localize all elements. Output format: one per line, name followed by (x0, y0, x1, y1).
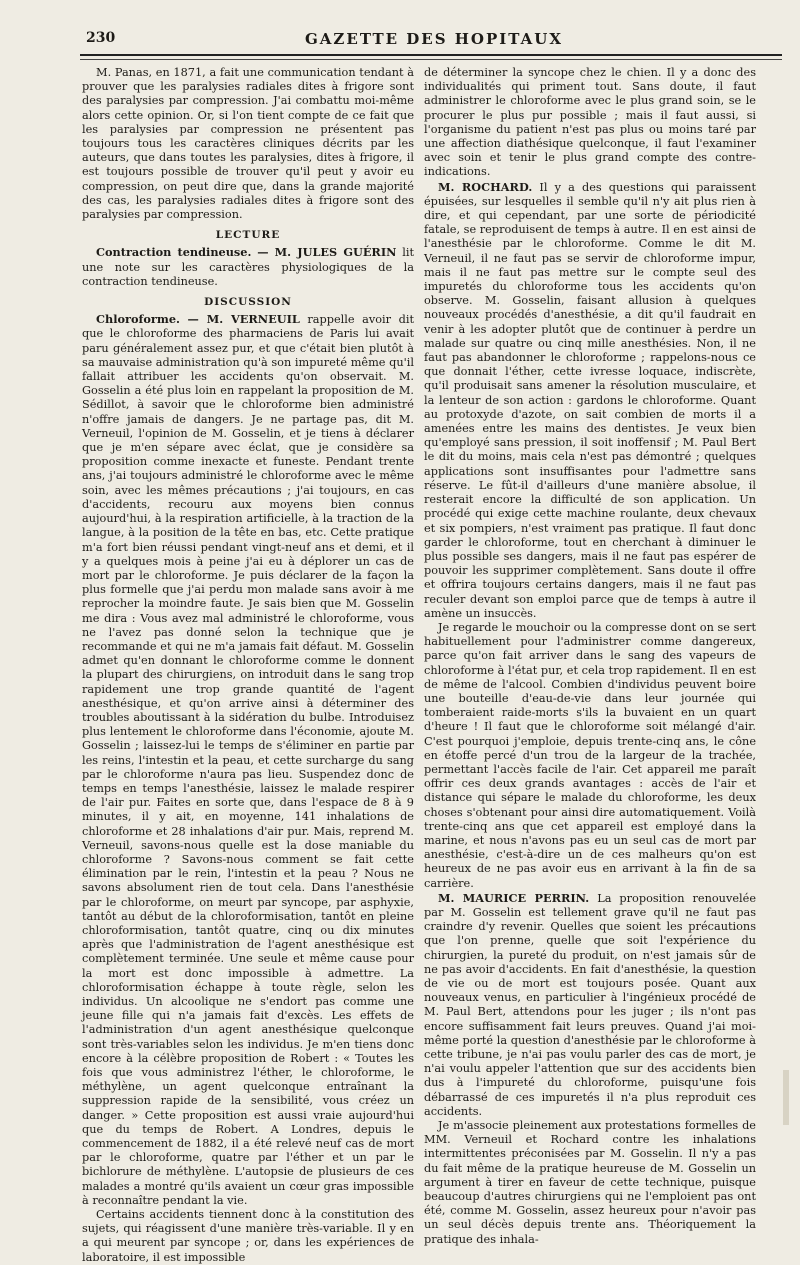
paragraph (424, 180, 756, 621)
header-rule-thick (80, 54, 782, 56)
speaker-name: — M. JULES GUÉRIN (257, 245, 397, 260)
section-heading-discussion: DISCUSSION (204, 296, 292, 309)
speaker-name: M. MAURICE PERRIN. (438, 890, 590, 905)
paragraph-text: Il y a des questions qui paraissent épuisées, sur lesquelles il semble qu'il n'y ait plus rien à dire, et qui cependant, par une sorte de périodicité fatale, se reproduisent de temps à autre. Il en est ainsi de l'anesthésie par le chloroforme. Comme le dit M. Verneuil, il ne faut pas se servir de chloroforme impur, mais il ne faut pas mettre sur le compte seul des impuretés du chloroforme tous les accidents qu'on observe. M. Gosselin, faisant allusion à quelques nouveaux procédés d'anesthésie, a dit qu'il faudrait en venir à les adopter plutôt que de continuer à perdre un malade sur quatre ou cinq mille anesthésies. Non, il ne faut pas abandonner le chloroforme ; rappelons-nous ce que donnait l'éther, cette ivresse loquace, indiscrète, qu'il produisait sans amener la résolution musculaire, et la lenteur de son action : gardons le chloroforme. Quant au protoxyde d'azote, on sait combien de morts il a amenées entre les mains des dentistes. Je veux bien qu'employé sans pression, il soit inoffensif ; M. Paul Bert le dit du moins, mais cela n'est pas démontré ; quelques applications sont insuffisantes pour l'admettre sans réserve. Le fût-il d'ailleurs d'une manière absolue, il resterait encore la difficulté de son application. Un procédé qui exige cette machine roulante, deux chevaux et six pompiers, n'est vraiment pas pratique. Il faut donc garder le chloroforme, tout en cherchant à diminuer le plus possible ses dangers, mais il ne faut pas espérer de pouvoir les supprimer complètement. Sans doute il offre et offrira toujours certains dangers, mais il ne faut pas reculer devant son emploi parce que de temps à autre il amène un insuccès. (424, 180, 756, 620)
paragraph-text: rappelle avoir dit que le chloroforme des pharmaciens de Paris lui avait paru généralement assez pur, et que c'était bien plutôt à sa mauvaise administration qu'à son impureté même qu'il fallait attribuer les accidents qu'on observait. M. Gosselin a été plus loin en rappelant la proposition de M. Sédillot, à savoir que le chloroforme bien administré n'offre jamais de dangers. Je ne partage pas, dit M. Verneuil, l'opinion de M. Gosselin, et je tiens à déclarer que je m'en sépare avec éclat, que je considère sa proposition comme inexacte et funeste. Pendant trente ans, j'ai toujours administré le chloroforme avec le même soin, avec les mêmes précautions ; j'ai toujours, en cas d'accidents, recouru aux moyens bien connus aujourd'hui, à la respiration artificielle, à la traction de la langue, à la position de la tête en bas, etc. Cette pratique m'a fort bien réussi pendant vingt-neuf ans et demi, et il y a quelques mois à peine j'ai eu à déplorer un cas de mort par le chloroforme. Je puis déclarer de la façon la plus formelle que j'ai perdu mon malade sans avoir à me reprocher la moindre faute. Je sais bien que M. Gosselin me dira : Vous avez mal administré le chloroforme, vous ne l'avez pas donné selon la technique que je recommande et qui ne m'a jamais fait défaut. M. Gosselin admet qu'en donnant le chloroforme comme le donnent la plupart des chirurgiens, on introduit dans le sang trop rapidement une trop grande quantité de l'agent anesthésique, et qu'on arrive ainsi à déterminer des troubles aboutissant à la sidération du bulbe. Introduisez plus lentement le chloroforme dans l'économie, ajoute M. Gosselin ; laissez-lui le temps de s'éliminer en partie par les reins, l'intestin et la peau, et cette surcharge du sang par le chloroforme n'aura pas lieu. Suspendez donc de temps en temps l'anesthésie, laissez le malade respirer de l'air pur. Faites en sorte que, dans l'espace de 8 à 9 minutes, il y ait, en moyenne, 141 inhalations de chloroforme et 28 inhalations d'air pur. Mais, reprend M. Verneuil, savons-nous quelle est la dose maniable du chloroforme ? Savons-nous comment se fait cette élimination par le rein, l'intestin et la peau ? Nous ne savons absolument rien de tout cela. Dans l'anesthésie par le chloroforme, on meurt par syncope, par asphyxie, tantôt au début de la chloroformisation, tantôt en pleine chloroformisation, tantôt quatre, cinq ou dix minutes après que l'administration de l'agent anesthésique est complètement terminée. Une seule et même cause pour la mort est donc impossible à admettre. La chloroformisation échappe à toute règle, selon les individus. Un alcoolique ne s'endort pas comme une jeune fille qui n'a jamais fait d'excès. Les effets de l'administration d'un agent anesthésique quelconque sont très-variables selon les individus. Je m'en tiens donc encore à la célèbre proposition de Robert : « Toutes les fois que vous administrez l'éther, le chloroforme, le méthylène, un agent quelconque entraînant la suppression rapide de la sensibilité, vous créez un danger. » Cette proposition est aussi vraie aujourd'hui que du temps de Robert. A Londres, depuis le commencement de 1882, il a été relevé neuf cas de mort par le chloroforme, quatre par l'éther et un par le bichlorure de méthylène. L'autopsie de plusieurs de ces malades a montré qu'ils avaient un cœur gras impossible à reconnaître pendant la vie. (82, 313, 414, 1207)
paragraph-text: La proposition renouvelée par M. Gosselin est tellement grave qu'il ne faut pas craindre d'y revenir. Quelles que soient les précautions que l'on prenne, quelle que soit l'expérience du chirurgien, la pureté du produit, on n'est jamais sûr de ne pas avoir d'accidents. En fait d'anesthésie, la question de vie ou de mort est toujours posée. Quant aux nouveaux venus, en particulier à l'ingénieux procédé de M. Paul Bert, attendons pour les juger ; ils n'ont pas encore suffisamment fait leurs preuves. Quand j'ai moi-même porté la question d'anesthésie par le chloroforme à cette tribune, je n'ai pas voulu parler des cas de mort, je n'ai voulu appeler l'attention que sur des accidents bien dus à l'impureté du chloroforme, puisqu'une fois débarrassé de ces impuretés il n'a plus reproduit ces accidents. (424, 891, 756, 1118)
paragraph: Certains accidents tiennent donc à la constitution des sujets, qui réagissent d'une manière très-variable. Il y en a qui meurent par syncope ; or, dans les expériences de laboratoire, il est impossible (82, 1208, 414, 1264)
paragraph: de déterminer la syncope chez le chien. Il y a donc des individualités qui priment tout. Sans doute, il faut administrer le chloroforme avec le plus grand soin, se le procurer le plus pur possible ; mais il faut aussi, si l'organisme du patient n'est pas plus ou moins taré par une affection diathésique quelconque, il faut l'examiner avec soin et tenir le plus grand compte des contre-indications. (424, 66, 756, 179)
right-column (424, 66, 756, 1246)
paragraph (424, 891, 756, 1119)
journal-title: GAZETTE DES HOPITAUX (304, 30, 563, 48)
section-heading-lecture: LECTURE (215, 229, 281, 242)
paragraph: Je regarde le mouchoir ou la compresse dont on se sert habituellement pour l'administrer comme dangereux, parce qu'on fait arriver dans le sang des vapeurs de chloroforme à l'état pur, et cela trop rapidement. Il en est de même de l'alcool. Combien d'individus peuvent boire une bouteille d'eau-de-vie dans leur journée qui tomberaient raide-morts s'ils la buvaient en un quart d'heure ! Il faut que le chloroforme soit mélangé d'air. C'est pourquoi j'emploie, depuis trente-cinq ans, le cône en étoffe percé d'un trou de la largeur de la trachée, permettant l'accès facile de l'air. Cet appareil me paraît offrir ces deux grands avantages : accès de l'air et distance qui sépare le malade du chloroforme, les deux choses s'obtenant pour ainsi dire automatiquement. Voilà trente-cinq ans que cet appareil est employé dans la marine, et nous n'avons pas eu un seul cas de mort par anesthésie, c'est-à-dire un de ces malheurs qu'on est heureux de ne pas avoir eus en arrivant à la fin de sa carrière. (424, 620, 756, 890)
page-edge-mark (783, 1070, 789, 1125)
speaker-name: M. ROCHARD. (438, 179, 533, 194)
speaker-name: — M. VERNEUIL (187, 312, 300, 327)
paragraph-lead: Chloroforme. (96, 312, 180, 327)
paragraph (82, 312, 414, 1208)
paragraph-text: lit une note sur les caractères physiologiques de la contraction tendineuse. (82, 246, 415, 288)
header-rule-thin (80, 59, 782, 60)
page-header (86, 30, 782, 52)
page-number: 230 (86, 30, 116, 46)
paragraph (82, 245, 414, 289)
paragraph: M. Panas, en 1871, a fait une communication tendant à prouver que les paralysies radiales dites à frigore sont des paralysies par compression. J'ai combattu moi-même alors cette opinion. Or, si l'on tient compte de ce fait que les paralysies par compression ne présentent pas toujours tous les caractères cliniques décrits par les auteurs, que dans toutes les paralysies, dites à frigore, il est toujours possible de trouver qu'il peut y avoir eu compression, on peut dire que, dans la grande majorité des cas, les paralysies radiales dites à frigore sont des paralysies par compression. (82, 66, 414, 222)
paragraph-lead: Contraction tendineuse. (96, 245, 252, 260)
paragraph: Je m'associe pleinement aux protestations formelles de MM. Verneuil et Rochard contre les inhalations intermittentes préconisées par M. Gosselin. Il n'y a pas du fait même de la pratique heureuse de M. Gosselin un argument à tirer en faveur de cette technique, puisque beaucoup d'autres chirurgiens qui ne l'emploient pas ont été, comme M. Gosselin, assez heureux pour n'avoir pas un seul décès depuis trente ans. Théoriquement la pratique des inhala- (424, 1119, 756, 1246)
left-column (82, 66, 415, 1264)
